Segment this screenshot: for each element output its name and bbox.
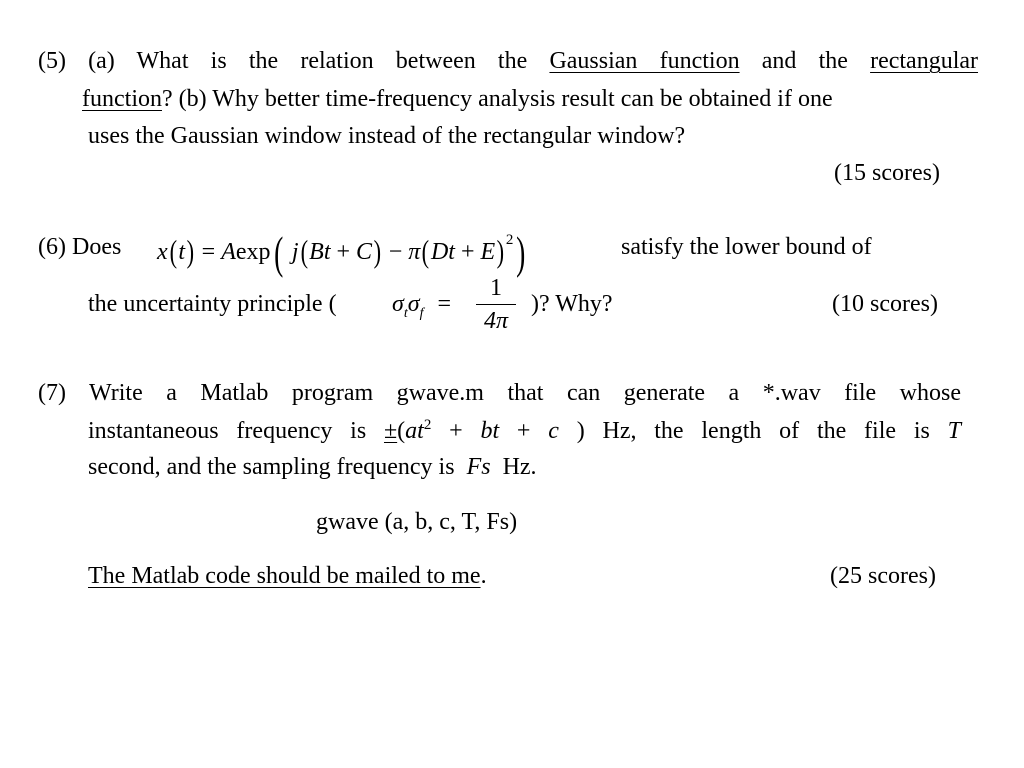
formula-plus: + (336, 239, 351, 265)
gaussian-function-term: Gaussian function (549, 48, 740, 74)
q7-mail-line (88, 563, 487, 590)
formula-minus: − (388, 239, 403, 265)
formula-paren: ( (169, 233, 177, 269)
formula-A: A (221, 239, 236, 265)
formula-paren: ) (496, 233, 505, 269)
formula-exponent: 2 (505, 232, 514, 248)
q6-line-2-suffix: )? Why? (531, 291, 613, 317)
formula-equals: = (201, 239, 216, 265)
q7-score: (25 scores) (830, 563, 936, 589)
formula-pi: π (408, 239, 421, 265)
formula-t: t (178, 239, 185, 265)
sigma-t: σ (392, 291, 404, 317)
formula-paren: ) (373, 233, 382, 269)
q5-line-2 (82, 86, 833, 113)
q5-line-3: uses the Gaussian window instead of the rectangular window? (88, 123, 686, 149)
plus-minus-symbol: ± (383, 418, 398, 444)
q7-expression (384, 418, 559, 444)
uncertainty-fraction (476, 274, 516, 335)
expr-open-paren: ( (397, 418, 406, 444)
fraction-bar (476, 304, 516, 305)
q5-line-1-prefix: (5) (a) What is the relation between the (38, 48, 528, 74)
formula-paren: ) (516, 227, 526, 278)
expr-square: 2 (423, 417, 432, 433)
sigma-f: σ (407, 291, 420, 317)
fraction-denominator: 4π (483, 308, 509, 334)
formula-x: x (157, 239, 168, 265)
function-call: gwave (a, b, c, T, Fs) (316, 509, 518, 535)
formula-exp: exp (235, 239, 271, 265)
formula-paren: ( (421, 233, 430, 269)
q7-line-2 (88, 417, 961, 445)
expr-at: at (405, 418, 424, 444)
expr-bt: bt (480, 418, 500, 444)
length-T: T (947, 418, 961, 444)
sigma-t-subscript: t (403, 305, 408, 321)
formula-paren: ) (186, 233, 195, 269)
mail-period: . (480, 563, 487, 589)
formula-paren: ( (300, 233, 308, 269)
formula-Bt: Bt (309, 239, 331, 265)
rectangular-term: rectangular (870, 48, 979, 74)
q5-line-2-rest: ? (b) Why better time-frequency analysis result can be obtained if one (161, 86, 833, 112)
mail-note: The Matlab code should be mailed to me (88, 563, 481, 589)
q7-line-3-a: second, and the sampling frequency is (88, 454, 455, 480)
uncertainty-equals: = (437, 291, 452, 317)
formula-C: C (356, 239, 373, 265)
formula-paren: ( (273, 227, 283, 278)
fraction-numerator: 1 (490, 275, 502, 301)
function-term: function (82, 86, 162, 112)
q5-and-the: and the (761, 48, 848, 74)
q5-line-1 (38, 48, 978, 75)
q6-line-2-prefix: the uncertainty principle ( (88, 291, 337, 317)
sampling-Fs: Fs (466, 454, 491, 480)
formula-j: j (291, 239, 299, 265)
formula-Dt: Dt (430, 239, 455, 265)
q7-line-2-b: ) Hz, the length of the file is (576, 418, 930, 444)
q7-line-1: (7) Write a Matlab program gwave.m that can generate a *.wav file whose (38, 380, 961, 406)
formula-plus: + (460, 239, 475, 265)
q6-score: (10 scores) (832, 291, 938, 317)
formula-E: E (480, 239, 496, 265)
sigma-f-subscript: f (419, 305, 424, 321)
q6-satisfy-text: satisfy the lower bound of (621, 234, 872, 260)
expr-c: c (548, 418, 559, 444)
q7-line-3-b: Hz. (502, 454, 537, 480)
q7-line-2-a: instantaneous frequency is (88, 418, 367, 444)
q5-score: (15 scores) (834, 160, 940, 186)
uncertainty-lhs (392, 291, 451, 322)
q7-line-3 (88, 454, 537, 481)
expr-plus: + (499, 418, 549, 444)
expr-plus: + (431, 418, 481, 444)
q6-label: (6) Does (38, 234, 122, 260)
q6-formula (157, 224, 529, 278)
